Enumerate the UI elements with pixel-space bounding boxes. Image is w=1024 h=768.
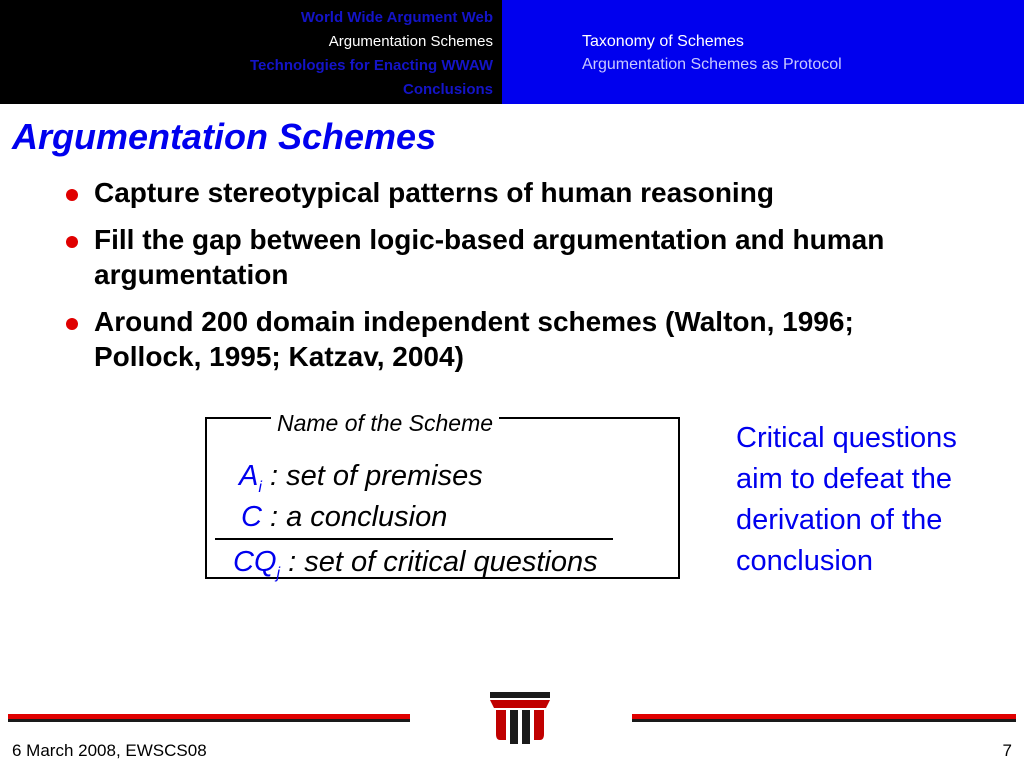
header-nav-panel	[0, 0, 502, 104]
scheme-box	[205, 410, 680, 582]
questions-subscript: j	[276, 564, 281, 582]
conclusion-symbol: C	[241, 501, 262, 533]
slide-title: Argumentation Schemes	[12, 116, 437, 157]
sub-item-protocol[interactable]: Argumentation Schemes as Protocol	[582, 56, 842, 73]
bullet-item	[60, 222, 960, 292]
bullet-item	[60, 304, 960, 374]
footer-rule-right	[632, 714, 1016, 722]
scheme-conclusion	[241, 500, 447, 534]
header-subsection-panel	[502, 0, 1024, 104]
questions-text: : set of critical questions	[280, 546, 598, 578]
nav-item-technologies[interactable]: Technologies for Enacting WWAW	[249, 57, 493, 74]
nav-item-argumentation-schemes[interactable]: Argumentation Schemes	[328, 33, 493, 50]
bullet-dot-icon	[66, 318, 78, 330]
bullet-item	[60, 175, 960, 210]
university-logo-icon	[488, 690, 552, 746]
scheme-divider	[215, 538, 613, 540]
questions-symbol: CQ	[233, 546, 277, 578]
conclusion-text: : a conclusion	[261, 501, 448, 533]
scheme-name: Name of the Scheme	[271, 409, 499, 437]
side-note: Critical questions aim to defeat the derivation of the conclusion	[736, 422, 957, 577]
premises-subscript: i	[258, 478, 262, 496]
page-number: 7	[1002, 741, 1012, 760]
bullet-text: Around 200 domain independent schemes (Walton, 1996; Pollock, 1995; Katzav, 2004)	[94, 306, 854, 372]
bullet-list	[60, 175, 960, 386]
section-nav	[250, 6, 493, 102]
bullet-text: Fill the gap between logic-based argumentation and human argumentation	[94, 224, 885, 290]
footer-rule-left	[8, 714, 410, 722]
bullet-dot-icon	[66, 189, 78, 201]
nav-item-world-wide-argument-web[interactable]: World Wide Argument Web	[300, 9, 493, 26]
subsection-nav	[582, 30, 842, 76]
sub-item-taxonomy[interactable]: Taxonomy of Schemes	[582, 33, 744, 50]
nav-item-conclusions[interactable]: Conclusions	[402, 81, 493, 98]
premises-symbol: A	[239, 460, 259, 492]
footer-date: 6 March 2008, EWSCS08	[12, 741, 207, 760]
bullet-text: Capture stereotypical patterns of human reasoning	[94, 177, 774, 208]
scheme-critical-questions	[233, 545, 598, 591]
premises-text: : set of premises	[261, 460, 483, 492]
scheme-premises	[239, 459, 483, 505]
bullet-dot-icon	[66, 236, 78, 248]
